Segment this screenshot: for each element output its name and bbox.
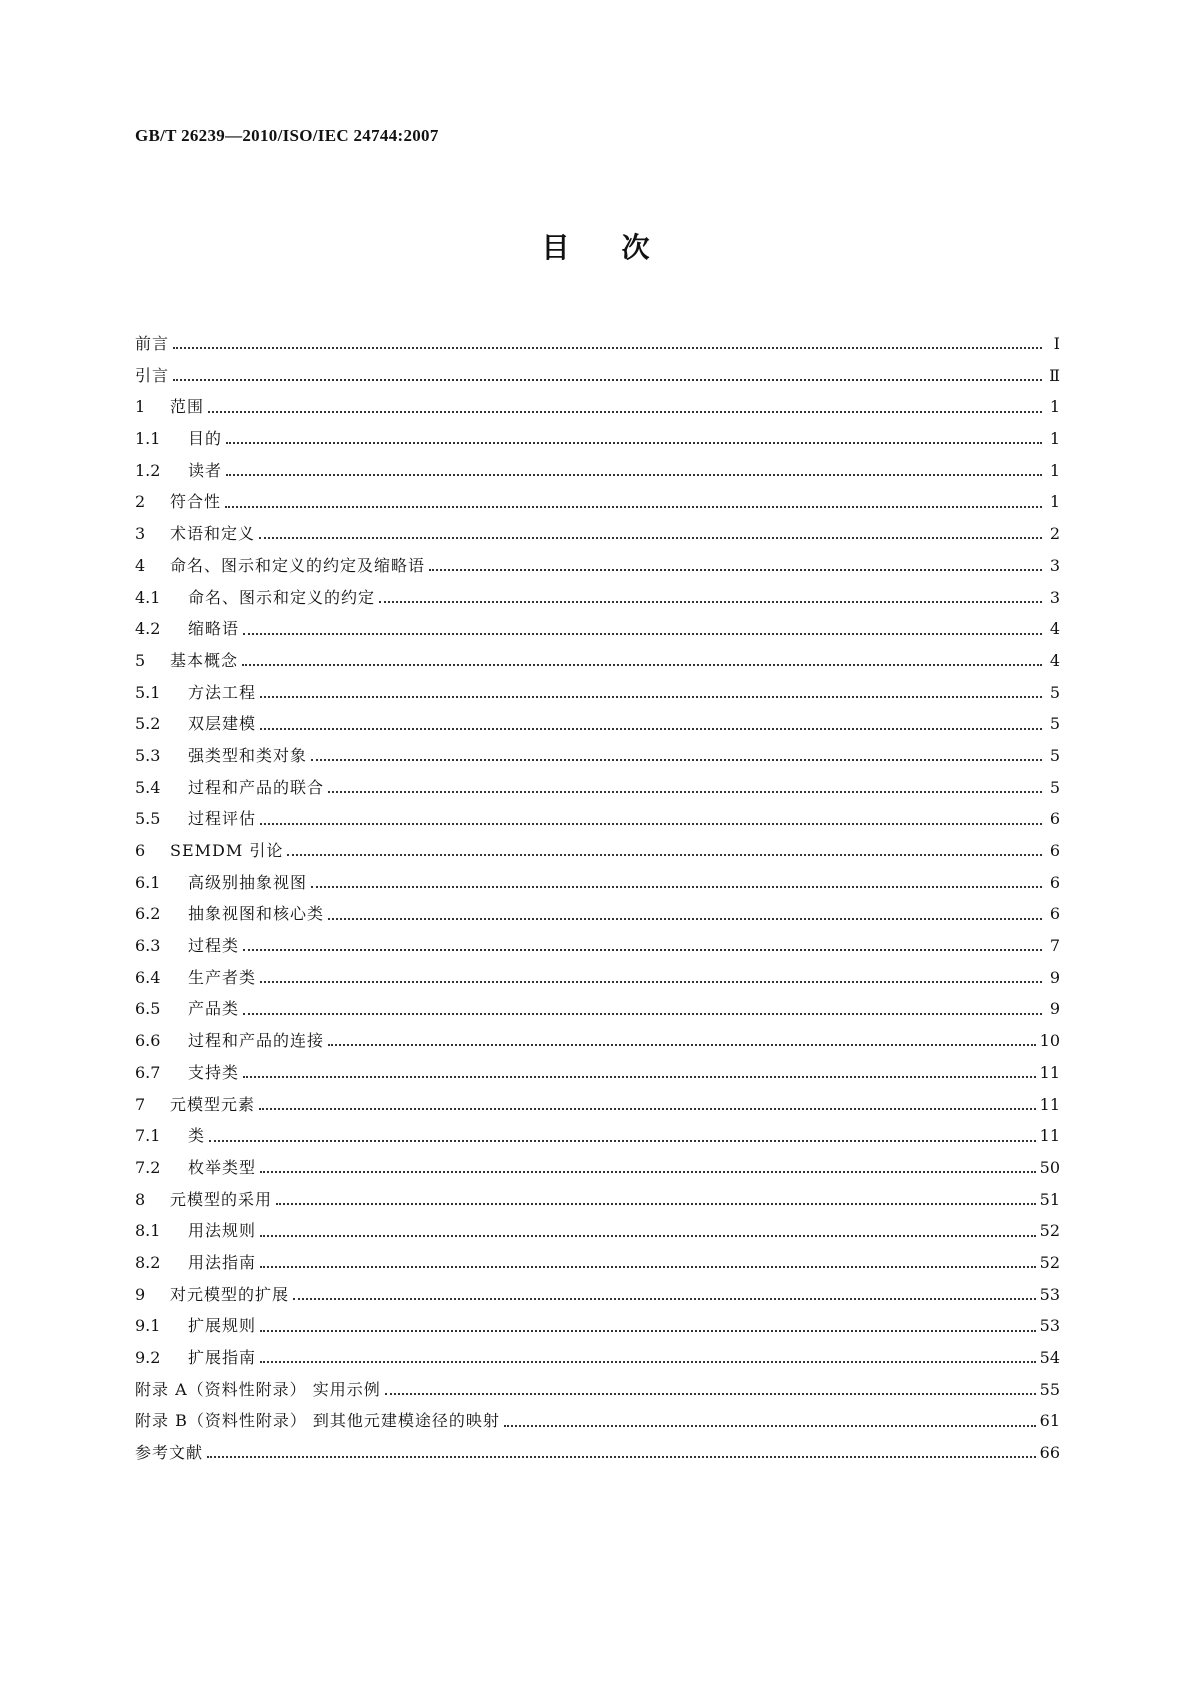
page-title: 目次 [541,231,702,264]
toc-leader-dots [243,1012,1042,1015]
toc-entry-number: 6.4 [135,967,161,987]
toc-leader-dots [260,1360,1036,1363]
toc-leader-dots [260,695,1042,698]
toc-entry-number: 4 [135,555,146,575]
toc-entry-label: 前言 [135,334,170,353]
toc-entry-label: 元模型元素 [170,1094,256,1114]
toc-entry[interactable] [135,1310,1060,1342]
toc-entry-label: 过程评估 [188,809,257,829]
toc-entry-label: 类 [188,1126,206,1146]
toc-entry[interactable] [135,645,1060,677]
toc-entry[interactable] [135,1089,1060,1121]
toc-leader-dots [225,505,1042,508]
toc-entry-page: 9 [1049,967,1060,987]
toc-entry[interactable] [135,993,1060,1025]
toc-entry-number: 6.3 [135,936,161,956]
toc-entry-number: 5.2 [135,714,161,734]
toc-entry-label: 命名、图示和定义的约定 [188,587,376,607]
toc-entry[interactable] [135,1437,1060,1469]
toc-entry[interactable] [135,803,1060,835]
toc-entry-page: 5 [1049,682,1060,702]
toc-entry-page: 6 [1049,841,1060,860]
toc-entry-label: 枚举类型 [188,1157,257,1177]
toc-entry[interactable] [135,1342,1060,1374]
toc-leader-dots [226,473,1042,476]
toc-entry-number: 4.1 [135,587,161,607]
toc-entry-label: 附录 B（资料性附录） 到其他元建模途径的映射 [135,1411,500,1431]
toc-entry-label: 抽象视图和核心类 [188,904,325,924]
toc-leader-dots [207,1455,1036,1458]
toc-entry-number: 6.6 [135,1031,161,1051]
toc-entry-page: 66 [1039,1443,1060,1463]
toc-entry-number: 1.2 [135,460,161,480]
toc-entry-page: 52 [1039,1252,1060,1272]
toc-entry[interactable] [135,328,1060,360]
toc-entry-page: 1 [1049,460,1060,480]
toc-entry[interactable] [135,1279,1060,1311]
toc-entry-label: 双层建模 [188,714,257,734]
toc-entry[interactable] [135,898,1060,930]
toc-entry-page: 6 [1049,809,1060,829]
toc-entry[interactable] [135,1057,1060,1089]
toc-entry-label: 用法指南 [188,1252,257,1272]
toc-entry-page: 11 [1039,1126,1060,1146]
toc-entry-page: 11 [1039,1062,1060,1082]
toc-entry-page: 4 [1049,650,1060,670]
toc-entry-number: 5.5 [135,809,161,829]
toc-leader-dots [328,917,1042,920]
toc-entry-page: Ⅱ [1049,365,1060,385]
toc-entry-number: 5.4 [135,777,161,797]
toc-entry-number: 4.2 [135,619,161,639]
toc-leader-dots [259,536,1042,539]
toc-entry-number: 5.3 [135,745,161,765]
toc-entry-label: 产品类 [188,999,240,1019]
toc-entry-label: 目的 [188,429,223,449]
toc-entry[interactable] [135,613,1060,645]
toc-leader-dots [379,600,1042,603]
toc-leader-dots [504,1424,1036,1427]
toc-entry-label: 过程和产品的连接 [188,1031,325,1051]
toc-entry-page: 11 [1039,1094,1060,1114]
toc-entry-page: 1 [1049,492,1060,512]
toc-entry-label: 元模型的采用 [170,1189,273,1209]
toc-leader-dots [242,663,1042,666]
toc-entry-label: 参考文献 [135,1443,204,1463]
toc-entry[interactable] [135,677,1060,709]
toc-entry-label: 引言 [135,365,170,385]
toc-entry-label: 过程类 [188,936,240,956]
toc-leader-dots [260,822,1042,825]
toc-entry-number: 6.7 [135,1062,161,1082]
toc-entry-page: 51 [1039,1189,1060,1209]
toc-entry[interactable] [135,391,1060,423]
toc-entry-number: 1 [135,397,146,417]
toc-entry-label: 生产者类 [188,967,257,987]
toc-entry-label: 对元模型的扩展 [170,1284,290,1304]
toc-leader-dots [385,1392,1036,1395]
toc-entry-number: 1.1 [135,429,161,449]
toc-leader-dots [209,1139,1036,1142]
toc-leader-dots [226,441,1042,444]
toc-entry-page: 5 [1049,745,1060,765]
toc-entry[interactable] [135,550,1060,582]
toc-entry-page: 9 [1049,999,1060,1019]
toc-entry[interactable] [135,867,1060,899]
toc-entry[interactable] [135,740,1060,772]
toc-entry-label: 术语和定义 [170,524,256,544]
toc-leader-dots [259,1107,1036,1110]
toc-entry-page: Ⅰ [1053,334,1060,353]
toc-entry-page: 4 [1049,619,1060,639]
toc-entry-number: 6.2 [135,904,161,924]
toc-entry-number: 6.5 [135,999,161,1019]
toc-leader-dots [311,758,1042,761]
toc-entry-number: 9 [135,1284,146,1304]
toc-entry-number: 8.1 [135,1221,161,1241]
toc-entry-page: 53 [1039,1284,1060,1304]
toc-entry-label: 缩略语 [188,619,240,639]
toc-entry-number: 7.1 [135,1126,161,1146]
toc-leader-dots [260,1234,1036,1237]
toc-entry[interactable] [135,1215,1060,1247]
toc-entry-number: 6 [135,841,146,860]
toc-entry[interactable] [135,1184,1060,1216]
toc-leader-dots [293,1297,1036,1300]
toc-entry-label: 命名、图示和定义的约定及缩略语 [170,555,426,575]
toc-entry-page: 53 [1039,1316,1060,1336]
toc-entry-page: 54 [1039,1348,1060,1367]
toc-entry-page: 7 [1049,936,1060,956]
toc-entry[interactable] [135,1025,1060,1057]
toc-entry-page: 5 [1049,777,1060,797]
standard-code-header: GB/T 26239—2010/ISO/IEC 24744:2007 [135,126,439,145]
toc-entry-label: 范围 [170,397,205,417]
toc-entry-number: 3 [135,524,146,544]
toc-entry-page: 55 [1039,1379,1060,1399]
toc-leader-dots [243,632,1042,635]
table-of-contents [135,328,1060,1469]
toc-leader-dots [328,790,1042,793]
toc-entry-number: 6.1 [135,872,161,892]
toc-entry[interactable] [135,1405,1060,1437]
toc-entry[interactable] [135,486,1060,518]
toc-entry-page: 52 [1039,1221,1060,1241]
toc-leader-dots [173,346,1042,349]
toc-entry-label: 过程和产品的联合 [188,777,325,797]
toc-leader-dots [311,885,1042,888]
toc-entry[interactable] [135,772,1060,804]
toc-leader-dots [260,727,1042,730]
toc-entry-number: 5 [135,650,146,670]
toc-entry[interactable] [135,455,1060,487]
toc-entry-number: 5.1 [135,682,161,702]
toc-entry-label: 高级别抽象视图 [188,872,308,892]
toc-leader-dots [243,948,1042,951]
toc-leader-dots [276,1202,1036,1205]
toc-entry-page: 61 [1039,1411,1060,1431]
toc-entry[interactable] [135,708,1060,740]
toc-leader-dots [260,1265,1036,1268]
toc-leader-dots [328,1043,1036,1046]
toc-entry[interactable] [135,1374,1060,1406]
toc-entry[interactable] [135,1152,1060,1184]
toc-entry[interactable] [135,930,1060,962]
toc-entry-label: SEMDM 引论 [170,841,284,860]
toc-entry-label: 方法工程 [188,682,257,702]
toc-entry[interactable] [135,962,1060,994]
toc-leader-dots [243,1075,1036,1078]
toc-entry-page: 10 [1039,1031,1060,1051]
toc-entry-number: 8 [135,1189,146,1209]
toc-entry[interactable] [135,835,1060,867]
toc-entry-page: 6 [1049,904,1060,924]
toc-entry-label: 附录 A（资料性附录） 实用示例 [135,1379,381,1399]
toc-leader-dots [260,1329,1036,1332]
toc-entry-number: 7 [135,1094,146,1114]
toc-entry-number: 7.2 [135,1157,161,1177]
toc-entry-number: 2 [135,492,146,512]
toc-entry-page: 50 [1039,1157,1060,1177]
toc-entry[interactable] [135,360,1060,392]
toc-entry-number: 9.1 [135,1316,161,1336]
toc-entry-page: 1 [1049,429,1060,449]
toc-leader-dots [260,980,1042,983]
toc-entry-label: 支持类 [188,1062,240,1082]
toc-entry-label: 扩展规则 [188,1316,257,1336]
toc-entry-page: 1 [1049,397,1060,417]
toc-entry-label: 强类型和类对象 [188,745,308,765]
toc-entry-page: 2 [1049,524,1060,544]
toc-entry-label: 用法规则 [188,1221,257,1241]
toc-entry[interactable] [135,1120,1060,1152]
toc-entry-label: 读者 [188,460,223,480]
toc-entry-page: 6 [1049,872,1060,892]
toc-entry-label: 扩展指南 [188,1348,257,1367]
toc-entry-label: 基本概念 [170,650,239,670]
toc-entry-number: 9.2 [135,1348,161,1367]
toc-leader-dots [208,410,1042,413]
toc-entry[interactable] [135,518,1060,550]
toc-leader-dots [260,1170,1036,1173]
toc-entry-page: 3 [1049,555,1060,575]
toc-entry[interactable] [135,423,1060,455]
toc-entry[interactable] [135,1247,1060,1279]
toc-entry-page: 5 [1049,714,1060,734]
toc-entry[interactable] [135,582,1060,614]
toc-entry-number: 8.2 [135,1252,161,1272]
toc-leader-dots [287,853,1042,856]
toc-leader-dots [173,378,1042,381]
toc-leader-dots [429,568,1042,571]
toc-entry-page: 3 [1049,587,1060,607]
toc-entry-label: 符合性 [170,492,222,512]
